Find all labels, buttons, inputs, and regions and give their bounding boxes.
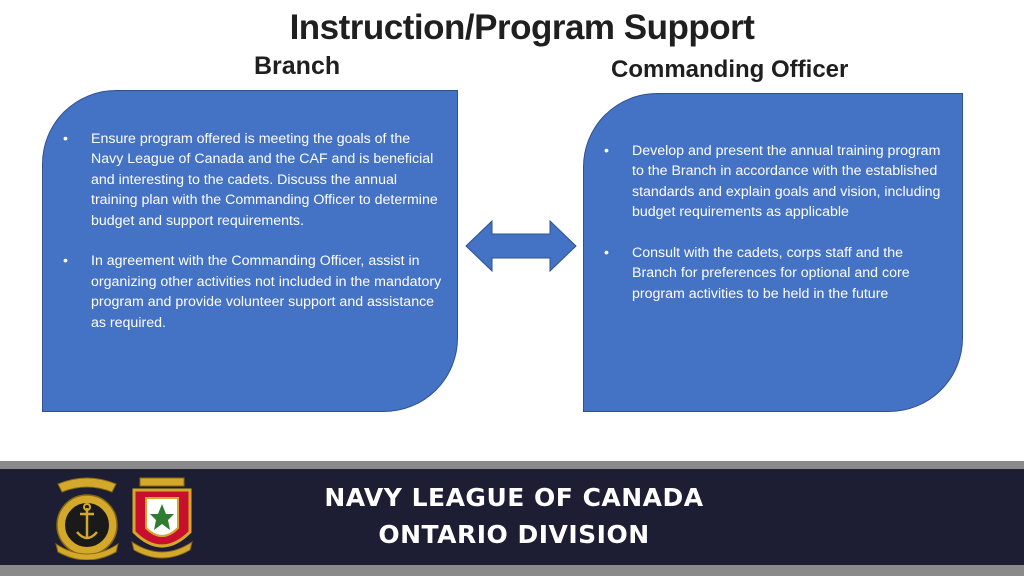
list-item [63,251,443,333]
bullet-icon: • [604,245,609,262]
list-item-text: In agreement with the Commanding Officer, assist in organizing other activities not included in the mandatory program and provide volunteer support and assistance as required. [91,253,442,331]
list-item-text: Consult with the cadets, corps staff and the Branch for preferences for optional and core program activities to be held in the future [632,245,910,302]
footer-top-bar [0,461,1024,469]
branch-heading: Branch [254,52,341,80]
footer-line-1: NAVY LEAGUE OF CANADA [324,483,704,512]
branch-box [42,90,458,412]
footer-line-2: ONTARIO DIVISION [378,520,650,549]
list-item [63,129,443,231]
commanding-officer-list [604,141,944,325]
branch-list [63,129,443,353]
list-item [604,243,944,304]
bullet-icon: • [63,131,68,147]
footer-bottom-bar [0,565,1024,576]
page-title: Instruction/Program Support [289,8,755,47]
ontario-division-crest-icon [126,472,198,560]
commanding-officer-box [583,93,963,412]
commanding-officer-heading: Commanding Officer [611,56,849,83]
bullet-icon: • [63,253,68,270]
list-item-text: Ensure program offered is meeting the goals of the Navy League of Canada and the CAF and is beneficial and interesting to the cadets. Discuss the annual training plan with the Commanding Officer to determine budget and support requirements. [91,131,438,229]
list-item [604,141,944,223]
double-arrow-icon [465,220,577,272]
bullet-icon: • [604,143,609,159]
navy-league-crest-icon [50,470,124,560]
list-item-text: Develop and present the annual training program to the Branch in accordance with the established standards and explain goals and vision, including budget requirements as applicable [632,143,941,221]
